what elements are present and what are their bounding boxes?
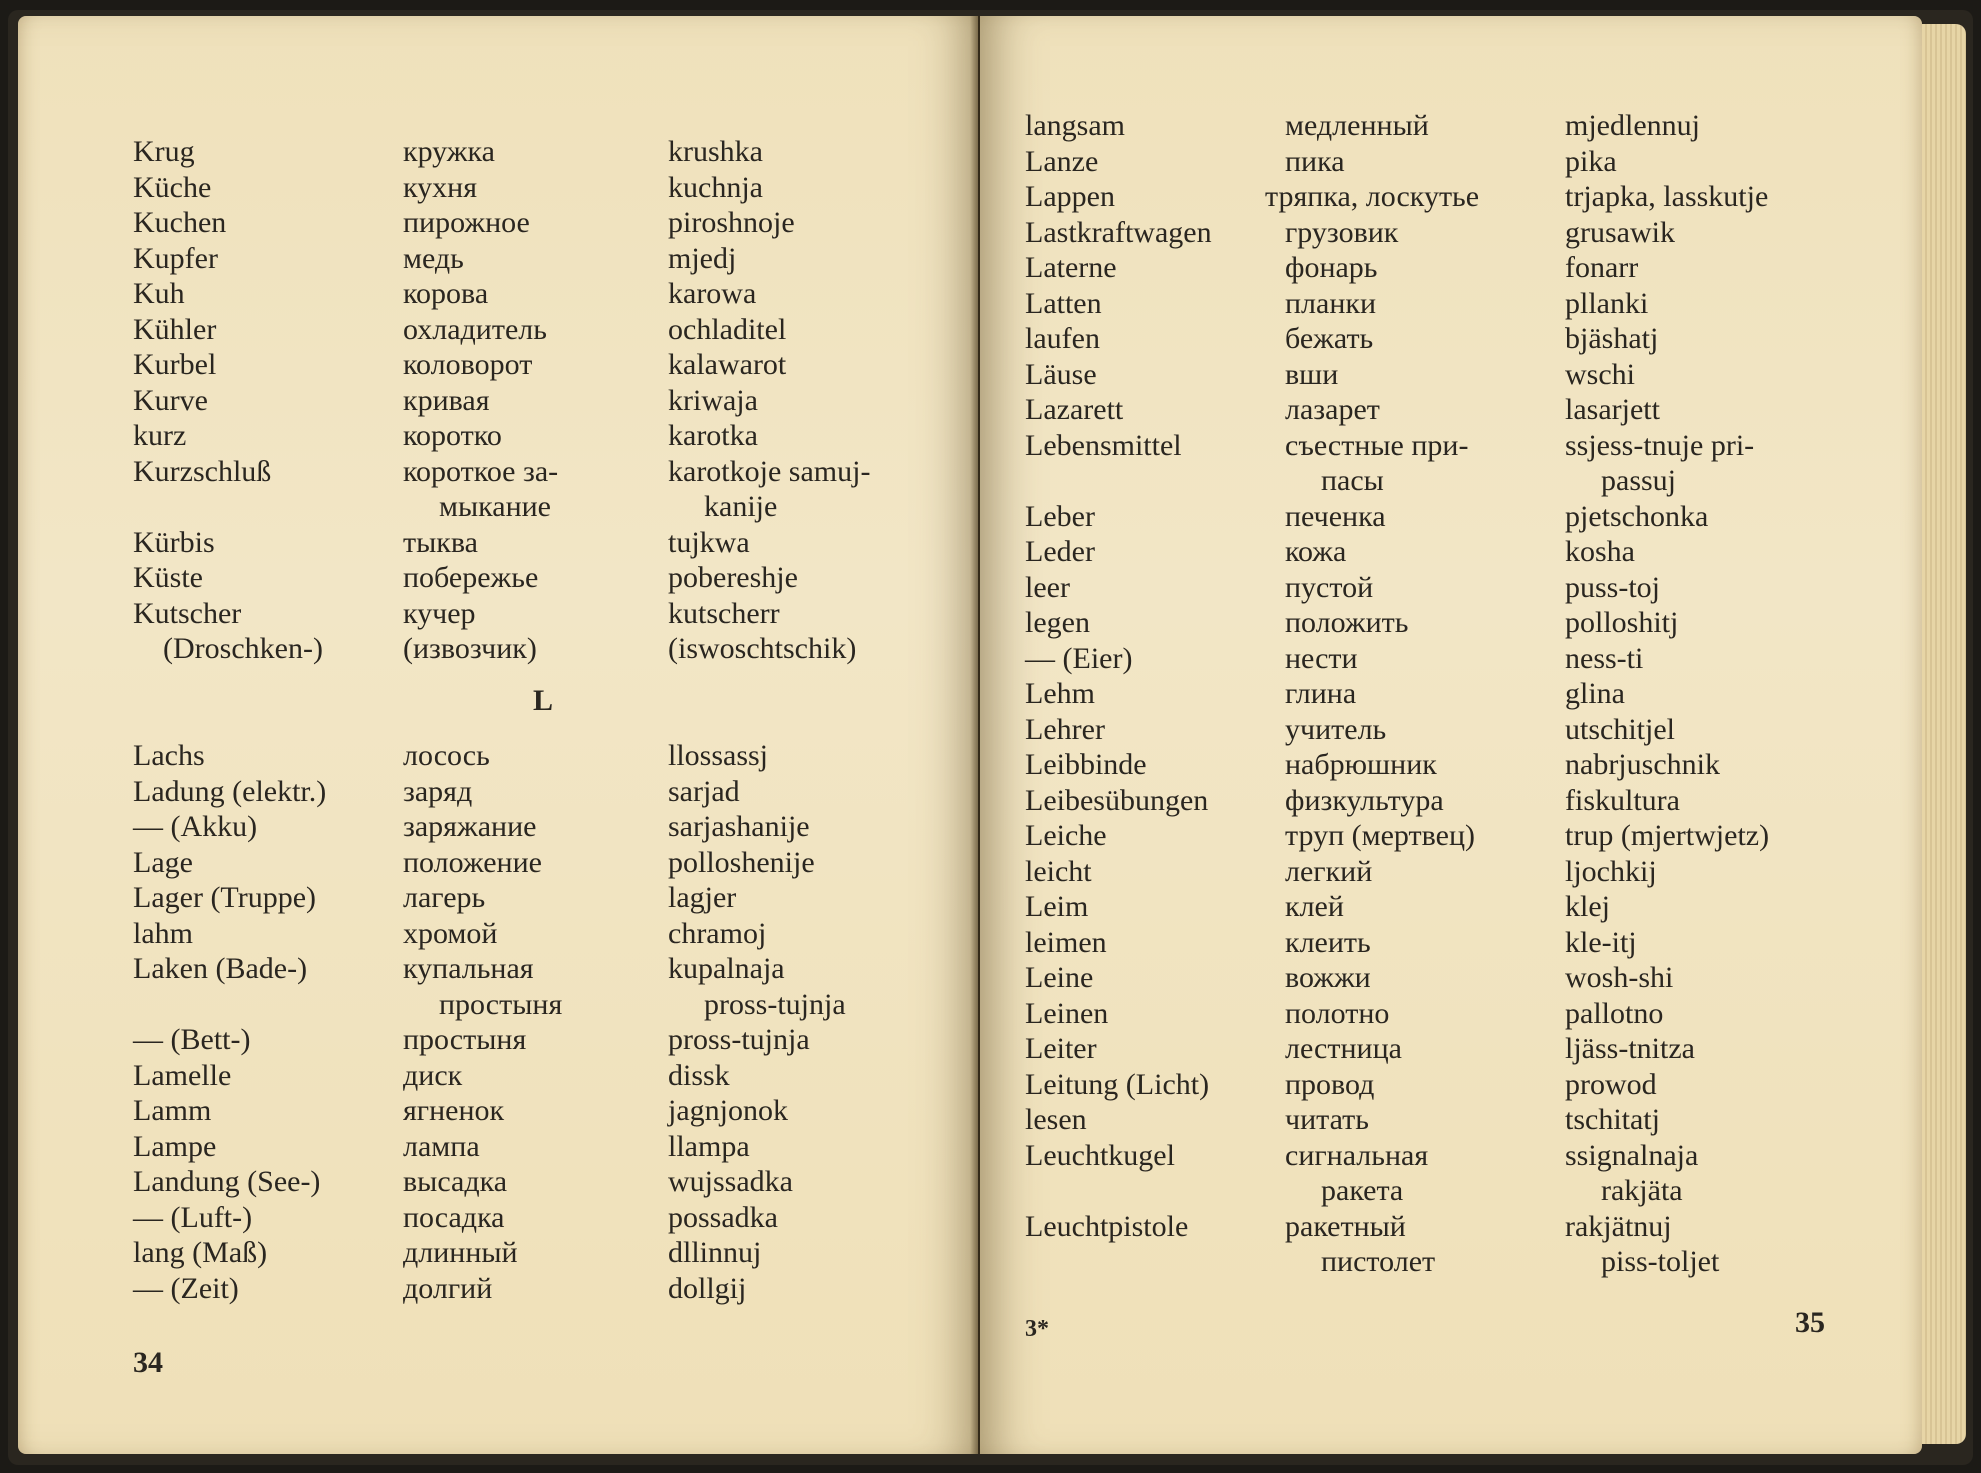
german-word: kurz bbox=[133, 419, 187, 452]
page-number-left: 34 bbox=[133, 1346, 163, 1379]
german-word: Latten bbox=[1025, 286, 1102, 320]
german-word: Leine bbox=[1025, 961, 1094, 994]
entry-row bbox=[980, 818, 1922, 854]
transliteration: sarjad bbox=[668, 774, 740, 808]
german-word: — (Zeit) bbox=[133, 1271, 239, 1305]
german-word: Leiter bbox=[1025, 1032, 1097, 1065]
entry-row bbox=[18, 560, 978, 596]
german-word: Lage bbox=[133, 845, 193, 879]
entry-row bbox=[980, 321, 1922, 357]
russian-word: тряпка, лоскутье bbox=[1265, 180, 1480, 213]
transliteration: lasarjett bbox=[1565, 393, 1660, 426]
transliteration: jagnjonok bbox=[668, 1094, 788, 1127]
german-word: Kuh bbox=[133, 277, 185, 310]
entry-row bbox=[18, 454, 978, 490]
transliteration: rakjätnuj bbox=[1565, 1209, 1672, 1243]
entry-row bbox=[18, 1200, 978, 1236]
russian-word: посадка bbox=[403, 1200, 505, 1234]
transliteration: klej bbox=[1565, 890, 1610, 923]
transliteration: dollgij bbox=[668, 1271, 747, 1305]
german-word: langsam bbox=[1025, 109, 1125, 142]
entry-row bbox=[980, 108, 1922, 144]
russian-word: читать bbox=[1285, 1103, 1369, 1136]
russian-word: купальная bbox=[403, 952, 534, 985]
german-word: Kurzschluß bbox=[133, 454, 272, 488]
russian-word: учитель bbox=[1285, 712, 1387, 746]
german-word: Landung (See-) bbox=[133, 1165, 321, 1198]
german-word: Lehm bbox=[1025, 677, 1095, 710]
german-word: leicht bbox=[1025, 854, 1092, 888]
entry-row bbox=[18, 241, 978, 277]
russian-word: высадка bbox=[403, 1165, 508, 1198]
transliteration: lagjer bbox=[668, 881, 737, 914]
russian-word: кружка bbox=[403, 135, 495, 168]
transliteration: ljochkij bbox=[1565, 854, 1657, 888]
entry-row bbox=[18, 774, 978, 810]
transliteration: (iswoschtschik) bbox=[668, 632, 857, 665]
german-word: Laken (Bade-) bbox=[133, 952, 308, 985]
entry-row bbox=[980, 1031, 1922, 1067]
transliteration: puss-toj bbox=[1565, 570, 1661, 604]
entry-row bbox=[980, 783, 1922, 819]
russian-word: вши bbox=[1285, 357, 1339, 391]
russian-word: легкий bbox=[1285, 854, 1373, 888]
russian-word: пустой bbox=[1285, 570, 1374, 604]
entry-row bbox=[980, 889, 1922, 925]
russian-word: клей bbox=[1285, 890, 1344, 923]
russian-word: лазарет bbox=[1285, 393, 1380, 426]
russian-word: кучер bbox=[403, 596, 476, 630]
entry-row bbox=[18, 1271, 978, 1307]
russian-word: диск bbox=[403, 1058, 463, 1092]
german-word: — (Eier) bbox=[1025, 641, 1133, 675]
entry-row bbox=[18, 312, 978, 348]
russian-word: кривая bbox=[403, 383, 490, 417]
transliteration: kanije bbox=[704, 490, 778, 523]
entry-row bbox=[980, 854, 1922, 890]
german-word: Läuse bbox=[1025, 357, 1097, 391]
transliteration: tujkwa bbox=[668, 525, 750, 559]
entry-row bbox=[980, 712, 1922, 748]
entry-row bbox=[980, 392, 1922, 428]
entry-row bbox=[18, 1058, 978, 1094]
german-word: Lampe bbox=[133, 1129, 217, 1163]
russian-word: коротко bbox=[403, 419, 502, 452]
transliteration: passuj bbox=[1601, 464, 1676, 497]
russian-word: кожа bbox=[1285, 535, 1347, 568]
entry-row bbox=[18, 489, 978, 525]
russian-word: коловорот bbox=[403, 348, 533, 381]
german-word: lesen bbox=[1025, 1103, 1087, 1136]
german-word: Küste bbox=[133, 561, 203, 594]
entry-row bbox=[980, 570, 1922, 606]
russian-word: долгий bbox=[403, 1271, 493, 1305]
transliteration: pross-tujnja bbox=[668, 1023, 810, 1056]
entry-row bbox=[18, 383, 978, 419]
german-word: Küche bbox=[133, 170, 212, 204]
german-word: Lamelle bbox=[133, 1058, 232, 1092]
russian-word: глина bbox=[1285, 677, 1357, 710]
russian-word: лагерь bbox=[403, 881, 486, 914]
entry-row bbox=[18, 276, 978, 312]
entry-row bbox=[980, 996, 1922, 1032]
entry-row bbox=[18, 205, 978, 241]
german-word: leimen bbox=[1025, 925, 1107, 959]
entry-row bbox=[18, 845, 978, 881]
russian-word: бежать bbox=[1285, 322, 1374, 355]
transliteration: pllanki bbox=[1565, 286, 1649, 320]
transliteration: bjäshatj bbox=[1565, 322, 1659, 355]
transliteration: pross-tujnja bbox=[704, 987, 846, 1021]
transliteration: ness-ti bbox=[1565, 641, 1644, 675]
transliteration: rakjäta bbox=[1601, 1174, 1683, 1207]
transliteration: pjetschonka bbox=[1565, 499, 1709, 533]
transliteration: piss-toljet bbox=[1601, 1245, 1720, 1278]
entry-row bbox=[980, 215, 1922, 251]
entry-row bbox=[18, 631, 978, 667]
german-word: Lanze bbox=[1025, 144, 1099, 178]
entry-row bbox=[18, 134, 978, 170]
german-word: Lamm bbox=[133, 1094, 212, 1127]
entry-row bbox=[18, 1093, 978, 1129]
transliteration: ochladitel bbox=[668, 312, 787, 346]
russian-word: труп (мертвец) bbox=[1285, 819, 1475, 852]
transliteration: polloshitj bbox=[1565, 606, 1679, 639]
russian-word: нести bbox=[1285, 641, 1358, 675]
transliteration: kosha bbox=[1565, 535, 1635, 568]
russian-word: лампа bbox=[403, 1129, 480, 1163]
german-word: — (Luft-) bbox=[133, 1200, 253, 1234]
transliteration: pika bbox=[1565, 144, 1617, 178]
entry-row bbox=[18, 170, 978, 206]
transliteration: chramoj bbox=[668, 916, 767, 950]
russian-word: короткое за- bbox=[403, 454, 559, 488]
russian-word: заряд bbox=[403, 774, 473, 808]
german-word: Kurve bbox=[133, 383, 208, 417]
open-book bbox=[8, 10, 1973, 1465]
german-word: Leinen bbox=[1025, 996, 1109, 1030]
russian-word: печенка bbox=[1285, 499, 1386, 533]
german-word: Leim bbox=[1025, 890, 1089, 923]
entry-row bbox=[980, 144, 1922, 180]
transliteration: piroshnoje bbox=[668, 206, 795, 239]
german-word: Kurbel bbox=[133, 348, 217, 381]
transliteration: kle-itj bbox=[1565, 925, 1637, 959]
entry-row bbox=[18, 1164, 978, 1200]
transliteration: karotkoje samuj- bbox=[668, 454, 871, 488]
russian-word: медь bbox=[403, 241, 464, 275]
russian-word: пика bbox=[1285, 144, 1345, 178]
russian-word: длинный bbox=[403, 1236, 518, 1269]
german-word: Leuchtkugel bbox=[1025, 1138, 1175, 1172]
german-word: Lazarett bbox=[1025, 393, 1124, 426]
transliteration: fonarr bbox=[1565, 251, 1639, 284]
signature-mark: 3* bbox=[1025, 1316, 1049, 1342]
transliteration: kuchnja bbox=[668, 170, 763, 204]
russian-word: побережье bbox=[403, 561, 539, 594]
german-word: Kutscher bbox=[133, 596, 242, 630]
entry-row bbox=[18, 1235, 978, 1271]
russian-word: заряжание bbox=[403, 810, 537, 843]
russian-word: грузовик bbox=[1285, 215, 1399, 249]
transliteration: kutscherr bbox=[668, 596, 780, 630]
transliteration: pobereshje bbox=[668, 561, 798, 594]
entry-row bbox=[980, 179, 1922, 215]
entry-row bbox=[980, 605, 1922, 641]
russian-word: набрюшник bbox=[1285, 748, 1437, 781]
transliteration: polloshenije bbox=[668, 845, 815, 879]
german-word: lang (Maß) bbox=[133, 1236, 268, 1269]
entry-row bbox=[980, 357, 1922, 393]
german-word: leer bbox=[1025, 570, 1070, 604]
german-word: Krug bbox=[133, 135, 195, 168]
german-word: Leber bbox=[1025, 499, 1095, 533]
german-word: Leder bbox=[1025, 535, 1095, 568]
entry-row bbox=[980, 428, 1922, 464]
german-word: lahm bbox=[133, 916, 193, 950]
german-word: Kuchen bbox=[133, 206, 227, 239]
transliteration: prowod bbox=[1565, 1067, 1657, 1101]
german-word: Lachs bbox=[133, 739, 205, 772]
entry-row bbox=[980, 960, 1922, 996]
transliteration: nabrjuschnik bbox=[1565, 748, 1720, 781]
russian-word: лосось bbox=[403, 739, 490, 772]
entry-row bbox=[980, 1102, 1922, 1138]
transliteration: sarjashanije bbox=[668, 810, 810, 843]
transliteration: kupalnaja bbox=[668, 952, 785, 985]
german-word: Lager (Truppe) bbox=[133, 881, 317, 914]
transliteration: tschitatj bbox=[1565, 1103, 1660, 1136]
russian-word: простыня bbox=[439, 987, 563, 1021]
entry-row bbox=[18, 347, 978, 383]
german-word: Laterne bbox=[1025, 251, 1117, 284]
transliteration: utschitjel bbox=[1565, 712, 1675, 746]
transliteration: llossassj bbox=[668, 739, 769, 772]
russian-word: ракетный bbox=[1285, 1209, 1406, 1243]
right-page bbox=[980, 16, 1922, 1454]
russian-word: лестница bbox=[1285, 1032, 1402, 1065]
entry-row bbox=[18, 525, 978, 561]
entry-row bbox=[18, 596, 978, 632]
russian-word: тыква bbox=[403, 525, 478, 559]
section-letter: L bbox=[533, 684, 554, 717]
german-word: Lehrer bbox=[1025, 712, 1105, 746]
transliteration: wujssadka bbox=[668, 1165, 793, 1198]
german-word: Leibbinde bbox=[1025, 748, 1147, 781]
russian-word: ягненок bbox=[403, 1094, 505, 1127]
transliteration: fiskultura bbox=[1565, 783, 1680, 817]
transliteration: llampa bbox=[668, 1129, 750, 1163]
german-word: Ladung (elektr.) bbox=[133, 774, 327, 808]
entry-row bbox=[18, 809, 978, 845]
entry-row bbox=[980, 499, 1922, 535]
entry-row bbox=[18, 880, 978, 916]
russian-word: положить bbox=[1285, 606, 1409, 639]
russian-word: кухня bbox=[403, 170, 478, 204]
german-word: Leitung (Licht) bbox=[1025, 1067, 1210, 1101]
transliteration: karowa bbox=[668, 277, 757, 310]
russian-word: (извозчик) bbox=[403, 632, 537, 665]
russian-word: съестные при- bbox=[1285, 428, 1469, 462]
entry-row bbox=[980, 676, 1922, 712]
russian-word: провод bbox=[1285, 1067, 1375, 1101]
entry-row bbox=[980, 1244, 1922, 1280]
russian-word: мыкание bbox=[439, 490, 552, 523]
entry-row bbox=[18, 418, 978, 454]
entry-row bbox=[18, 738, 978, 774]
german-word: Kühler bbox=[133, 312, 217, 346]
entry-row bbox=[980, 463, 1922, 499]
russian-word: медленный bbox=[1285, 109, 1429, 142]
german-word: Kupfer bbox=[133, 241, 218, 275]
entry-row bbox=[18, 916, 978, 952]
russian-word: охладитель bbox=[403, 312, 547, 346]
russian-word: ракета bbox=[1321, 1174, 1404, 1207]
entry-row bbox=[980, 1209, 1922, 1245]
transliteration: trup (mjertwjetz) bbox=[1565, 819, 1770, 852]
entry-row bbox=[980, 925, 1922, 961]
transliteration: ssjess-tnuje pri- bbox=[1565, 428, 1755, 462]
transliteration: mjedj bbox=[668, 241, 737, 275]
transliteration: wosh-shi bbox=[1565, 961, 1674, 994]
german-word: Lebensmittel bbox=[1025, 428, 1182, 462]
entry-row bbox=[980, 641, 1922, 677]
russian-word: полотно bbox=[1285, 996, 1390, 1030]
entry-row bbox=[980, 1138, 1922, 1174]
entry-row bbox=[980, 1067, 1922, 1103]
german-word: Leibesübungen bbox=[1025, 783, 1209, 817]
transliteration: ssignalnaja bbox=[1565, 1138, 1699, 1172]
entry-row bbox=[980, 250, 1922, 286]
german-word: laufen bbox=[1025, 322, 1100, 355]
german-word: Kürbis bbox=[133, 525, 215, 559]
russian-word: корова bbox=[403, 277, 489, 310]
entry-row bbox=[980, 286, 1922, 322]
russian-word: планки bbox=[1285, 286, 1377, 320]
transliteration: karotka bbox=[668, 419, 758, 452]
german-word: — (Akku) bbox=[133, 810, 258, 843]
transliteration: pallotno bbox=[1565, 996, 1664, 1030]
transliteration: possadka bbox=[668, 1200, 778, 1234]
russian-word: пирожное bbox=[403, 206, 530, 239]
russian-word: клеить bbox=[1285, 925, 1371, 959]
entry-row bbox=[980, 534, 1922, 570]
german-word: — (Bett-) bbox=[133, 1023, 251, 1056]
russian-word: фонарь bbox=[1285, 251, 1378, 284]
transliteration: krushka bbox=[668, 135, 763, 168]
russian-word: пасы bbox=[1321, 464, 1384, 497]
transliteration: grusawik bbox=[1565, 215, 1675, 249]
transliteration: mjedlennuj bbox=[1565, 109, 1700, 142]
entry-row bbox=[18, 987, 978, 1023]
entry-row bbox=[18, 1129, 978, 1165]
german-word: Lastkraftwagen bbox=[1025, 215, 1212, 249]
transliteration: dllinnuj bbox=[668, 1236, 762, 1269]
left-page bbox=[18, 16, 978, 1454]
russian-word: положение bbox=[403, 845, 542, 879]
german-word: Leuchtpistole bbox=[1025, 1209, 1189, 1243]
german-word: Leiche bbox=[1025, 819, 1107, 852]
transliteration: trjapka, lasskutje bbox=[1565, 180, 1769, 213]
russian-word: физкультура bbox=[1285, 783, 1444, 817]
entry-row bbox=[980, 1173, 1922, 1209]
russian-word: сигнальная bbox=[1285, 1138, 1429, 1172]
transliteration: dissk bbox=[668, 1058, 730, 1092]
transliteration: wschi bbox=[1565, 357, 1635, 391]
german-word: (Droschken-) bbox=[163, 632, 323, 665]
russian-word: простыня bbox=[403, 1023, 527, 1056]
entry-row bbox=[18, 1022, 978, 1058]
entry-row bbox=[980, 747, 1922, 783]
german-word: legen bbox=[1025, 606, 1090, 639]
transliteration: kalawarot bbox=[668, 348, 787, 381]
page-number-right: 35 bbox=[1795, 1306, 1825, 1339]
transliteration: ljäss-tnitza bbox=[1565, 1032, 1695, 1065]
page-edges bbox=[1922, 24, 1966, 1444]
russian-word: пистолет bbox=[1321, 1245, 1436, 1278]
german-word: Lappen bbox=[1025, 180, 1115, 213]
entry-row bbox=[18, 951, 978, 987]
russian-word: хромой bbox=[403, 916, 498, 950]
transliteration: kriwaja bbox=[668, 383, 758, 417]
russian-word: вожжи bbox=[1285, 961, 1371, 994]
transliteration: glina bbox=[1565, 677, 1625, 710]
